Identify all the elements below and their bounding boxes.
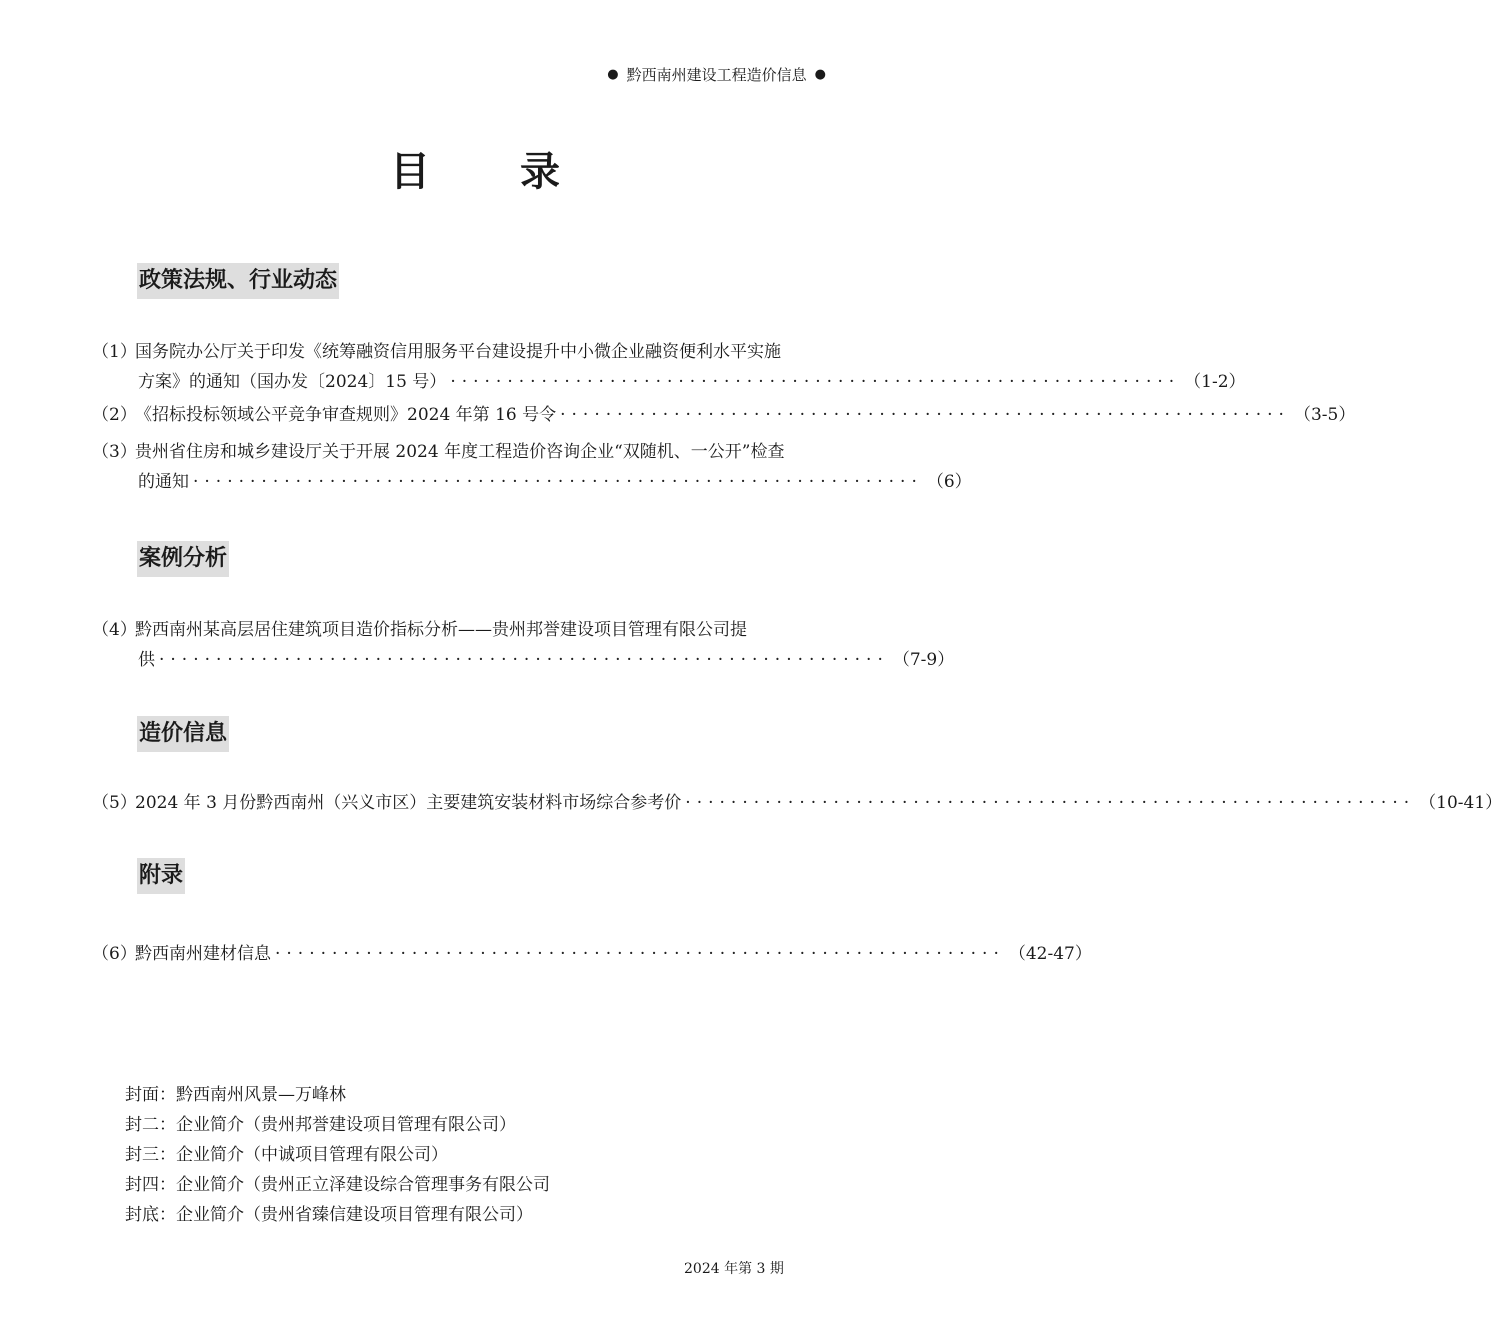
entry-number: （4） (92, 620, 137, 640)
entry-title: 2024 年 3 月份黔西南州（兴义市区）主要建筑安装材料市场综合参考价 (135, 793, 682, 813)
toc-entry-3[interactable] (92, 437, 972, 497)
entry-title-continued: 的通知 (138, 472, 189, 492)
entry-number: （5） (92, 793, 137, 813)
toc-entry-5[interactable] (92, 788, 1502, 818)
page-title: 目 录 (390, 149, 598, 195)
toc-entry-2[interactable] (92, 400, 1356, 430)
entry-page-range: （10-41） (1419, 793, 1502, 813)
leader-dots: ································································ (560, 405, 1290, 425)
entry-number: （6） (92, 944, 137, 964)
entry-title: 国务院办公厅关于印发《统筹融资信用服务平台建设提升中小微企业融资便利水平实施 (135, 342, 781, 362)
entry-title: 黔西南州某高层居住建筑项目造价指标分析——贵州邦誉建设项目管理有限公司提 (135, 620, 747, 640)
cover-note-second: 封二：企业简介（贵州邦誉建设项目管理有限公司） (125, 1115, 516, 1135)
toc-entry-1[interactable] (92, 337, 1246, 397)
section-heading-policy: 政策法规、行业动态 (137, 263, 339, 299)
leader-dots: ································································ (159, 650, 889, 670)
toc-entry-4[interactable] (92, 615, 955, 675)
leader-dots: ································································ (450, 372, 1181, 392)
entry-page-range: （3-5） (1293, 405, 1356, 425)
entry-page-range: （7-9） (892, 650, 955, 670)
entry-title: 《招标投标领域公平竞争审查规则》2024 年第 16 号令 (135, 405, 557, 425)
entry-number: （3） (92, 442, 137, 462)
header-title: 黔西南州建设工程造价信息 (626, 66, 807, 84)
cover-note-front: 封面：黔西南州风景—万峰林 (125, 1085, 346, 1105)
entry-number: （2） (92, 405, 137, 425)
entry-title-continued: 供 (138, 650, 155, 670)
issue-label: 2024 年第 3 期 (684, 1261, 784, 1277)
bullet-icon: ● (814, 67, 826, 82)
entry-page-range: （1-2） (1184, 372, 1246, 392)
leader-dots: ································································ (685, 793, 1416, 813)
cover-note-third: 封三：企业简介（中诚项目管理有限公司） (125, 1145, 448, 1165)
toc-entry-6[interactable] (92, 939, 1092, 969)
cover-note-fourth: 封四：企业简介（贵州正立泽建设综合管理事务有限公司 (125, 1175, 550, 1195)
leader-dots: ································································ (275, 944, 1005, 964)
section-heading-appendix: 附录 (137, 858, 185, 894)
entry-title: 贵州省住房和城乡建设厅关于开展 2024 年度工程造价咨询企业“双随机、一公开”检查 (135, 442, 785, 462)
entry-title: 黔西南州建材信息 (135, 944, 271, 964)
entry-page-range: （6） (926, 472, 972, 492)
entry-page-range: （42-47） (1008, 944, 1092, 964)
leader-dots: ································································ (193, 472, 923, 492)
bullet-icon: ● (607, 67, 619, 82)
entry-number: （1） (92, 342, 137, 362)
running-header (607, 64, 826, 85)
section-heading-cost-info: 造价信息 (137, 716, 229, 752)
entry-title-continued: 方案》的通知（国办发〔2024〕15 号） (138, 372, 447, 392)
cover-note-back: 封底：企业简介（贵州省臻信建设项目管理有限公司） (125, 1205, 533, 1225)
cover-notes (125, 1080, 550, 1230)
section-heading-case-analysis: 案例分析 (137, 541, 229, 577)
